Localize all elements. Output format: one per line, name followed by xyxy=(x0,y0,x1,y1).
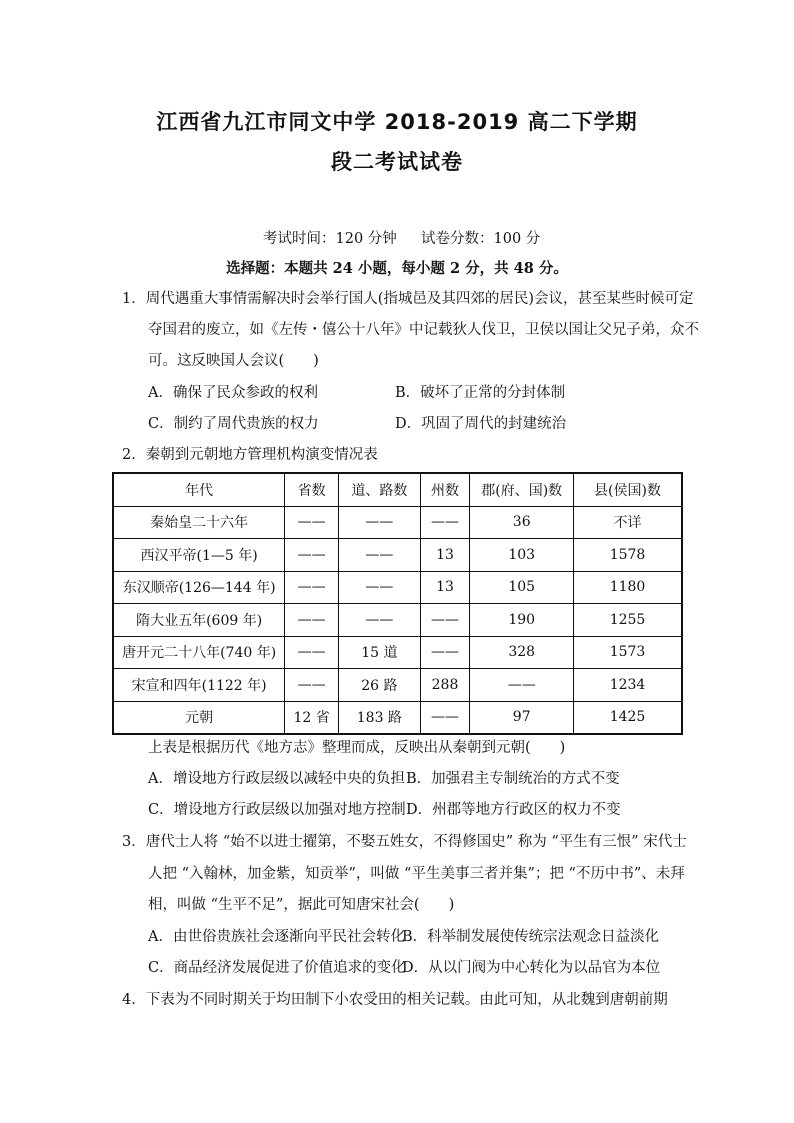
table-cell: 36 xyxy=(470,506,574,539)
table-cell: 1578 xyxy=(574,539,682,572)
table-cell: 隋大业五年(609 年) xyxy=(113,604,285,637)
q3-option-b: B．科举制发展使传统宗法观念日益淡化 xyxy=(402,929,660,945)
table-cell: —— xyxy=(420,506,470,539)
q2-stem: 2．秦朝到元朝地方管理机构演变情况表 xyxy=(122,447,378,463)
q2-option-d: D．州郡等地方行政区的权力不变 xyxy=(406,802,621,818)
table-cell: 宋宣和四年(1122 年) xyxy=(113,669,285,702)
table-cell: 元朝 xyxy=(113,701,285,734)
header-cell: 省数 xyxy=(285,473,339,506)
q2-option-b: B．加强君主专制统治的方式不变 xyxy=(406,771,620,787)
table-cell: 东汉顺帝(126—144 年) xyxy=(113,571,285,604)
table-cell: —— xyxy=(339,506,421,539)
q4-stem-line1: 4．下表为不同时期关于均田制下小农受田的相关记载。由此可知，从北魏到唐朝前期 xyxy=(122,992,668,1008)
table-cell: 190 xyxy=(470,604,574,637)
table-row xyxy=(113,506,682,539)
table-cell: —— xyxy=(285,571,339,604)
table-row xyxy=(113,539,682,572)
header-cell: 年代 xyxy=(113,473,285,506)
table-cell: 328 xyxy=(470,636,574,669)
table-cell: —— xyxy=(339,604,421,637)
header-cell: 道、路数 xyxy=(339,473,421,506)
table-cell: —— xyxy=(470,669,574,702)
q2-option-a: A．增设地方行政层级以减轻中央的负担 xyxy=(148,771,405,787)
q3-option-c: C．商品经济发展促进了价值追求的变化 xyxy=(148,960,406,976)
exam-score: 试卷分数：100 分 xyxy=(421,231,541,247)
q3-stem-line1: 3．唐代士人将 “始不以进士擢第，不娶五姓女，不得修国史” 称为 “平生有三恨” 宋代士 xyxy=(122,834,687,850)
table-header-row xyxy=(113,473,682,506)
header-cell: 县(侯国)数 xyxy=(574,473,682,506)
q1-stem-line3: 可。这反映国人会议( ) xyxy=(148,353,319,369)
q1-stem-line2: 夺国君的废立，如《左传・僖公十八年》中记载狄人伐卫，卫侯以国让父兄子弟，众不 xyxy=(148,322,699,338)
table-row xyxy=(113,636,682,669)
q2-option-c: C．增设地方行政层级以加强对地方控制 xyxy=(148,802,406,818)
q1-option-a: A．确保了民众参政的权利 xyxy=(148,385,318,401)
table-cell: 1180 xyxy=(574,571,682,604)
q1-option-c: C．制约了周代贵族的权力 xyxy=(148,416,319,432)
table-cell: 1573 xyxy=(574,636,682,669)
q3-stem-line3: 相，叫做 “生平不足”，据此可知唐宋社会( ) xyxy=(148,897,455,913)
table-cell: 15 道 xyxy=(339,636,421,669)
table-row xyxy=(113,701,682,734)
table-cell: —— xyxy=(285,636,339,669)
table-cell: 13 xyxy=(420,571,470,604)
table-row xyxy=(113,669,682,702)
q1-option-b: B．破坏了正常的分封体制 xyxy=(395,385,566,401)
header-cell: 郡(府、国)数 xyxy=(470,473,574,506)
q2-question: 上表是根据历代《地方志》整理而成，反映出从秦朝到元朝( ) xyxy=(148,740,566,756)
table-cell: —— xyxy=(420,701,470,734)
table-cell: —— xyxy=(285,669,339,702)
table-cell: 12 省 xyxy=(285,701,339,734)
table-cell: —— xyxy=(420,604,470,637)
table-cell: —— xyxy=(420,636,470,669)
table-cell: —— xyxy=(339,571,421,604)
q3-option-a: A．由世俗贵族社会逐渐向平民社会转化 xyxy=(148,929,405,945)
exam-time: 考试时间：120 分钟 xyxy=(263,231,397,247)
q3-stem-line2: 人把 “入翰林，加金紫，知贡举”，叫做 “平生美事三者并集”；把 “不历中书”、未拜 xyxy=(148,866,685,882)
table-cell: 1255 xyxy=(574,604,682,637)
table-cell: 1425 xyxy=(574,701,682,734)
table-cell: 97 xyxy=(470,701,574,734)
table-row xyxy=(113,604,682,637)
table-cell: 288 xyxy=(420,669,470,702)
q1-stem-line1: 1．周代遇重大事情需解决时会举行国人(指城邑及其四郊的居民)会议，甚至某些时候可定 xyxy=(122,291,694,307)
table-cell: 105 xyxy=(470,571,574,604)
table-cell: —— xyxy=(285,604,339,637)
table-cell: 13 xyxy=(420,539,470,572)
section-heading: 选择题：本题共 24 小题，每小题 2 分，共 48 分。 xyxy=(226,260,568,277)
table-cell: 秦始皇二十六年 xyxy=(113,506,285,539)
table-cell: —— xyxy=(285,539,339,572)
table-cell: 唐开元二十八年(740 年) xyxy=(113,636,285,669)
admin-structure-table xyxy=(112,472,683,735)
table-cell: —— xyxy=(339,539,421,572)
table-cell: 183 路 xyxy=(339,701,421,734)
table-row xyxy=(113,571,682,604)
table-cell: 西汉平帝(1—5 年) xyxy=(113,539,285,572)
q1-option-d: D．巩固了周代的封建统治 xyxy=(395,416,567,432)
table-cell: 不详 xyxy=(574,506,682,539)
table-cell: —— xyxy=(285,506,339,539)
header-cell: 州数 xyxy=(420,473,470,506)
exam-title-line2: 段二考试试卷 xyxy=(331,150,463,174)
exam-title-line1: 江西省九江市同文中学 2018-2019 高二下学期 xyxy=(156,110,638,134)
table-cell: 26 路 xyxy=(339,669,421,702)
table-cell: 1234 xyxy=(574,669,682,702)
q3-option-d: D．从以门阀为中心转化为以品官为本位 xyxy=(402,960,661,976)
table-cell: 103 xyxy=(470,539,574,572)
